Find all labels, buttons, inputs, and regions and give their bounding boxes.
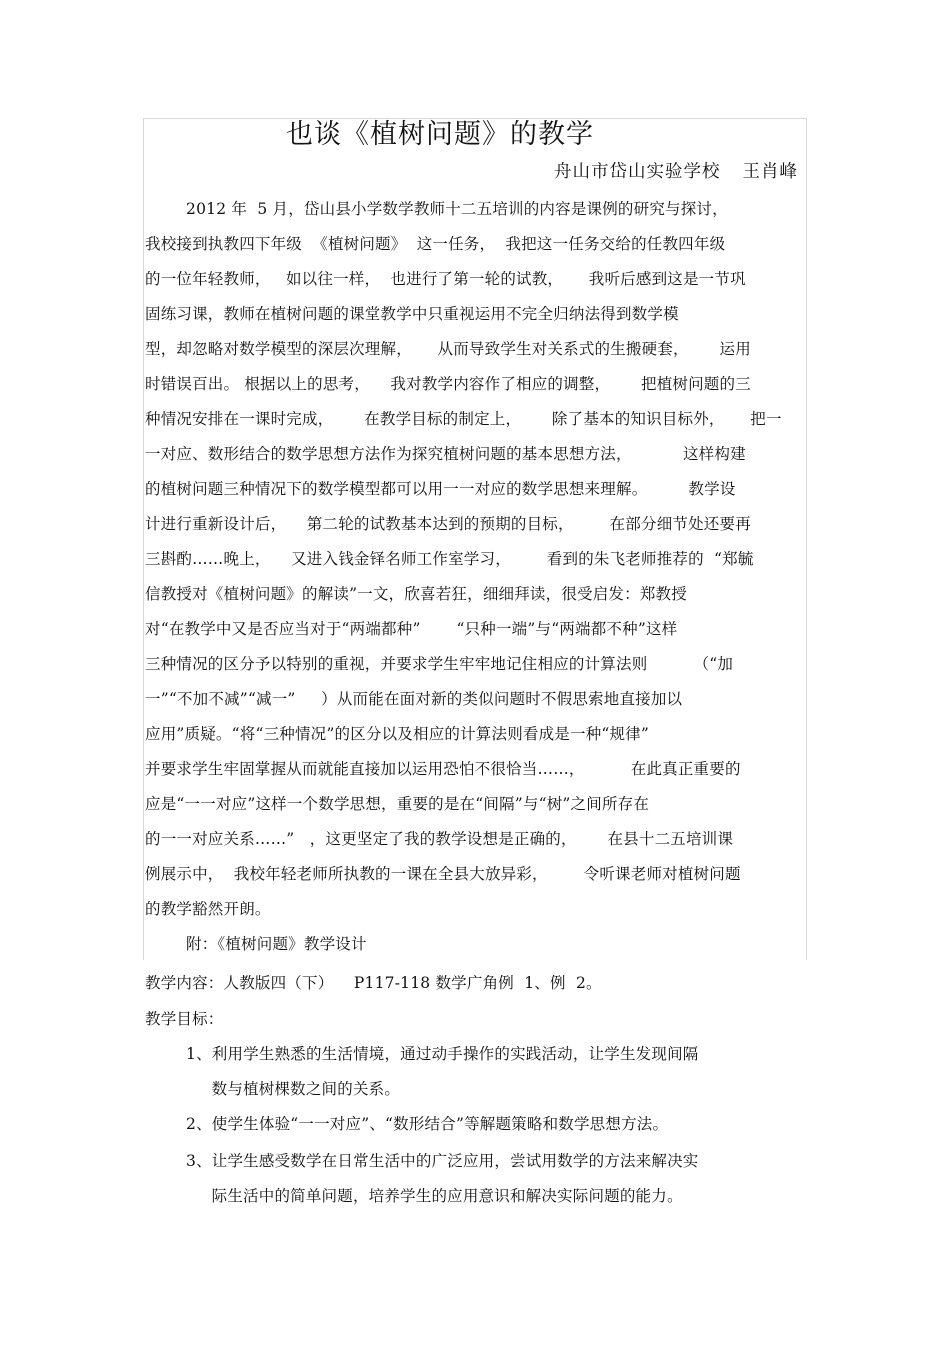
body-line: 的一位年轻教师， 如以往一样， 也进行了第一轮的试教， 我听后感到这是一节巩 (145, 270, 746, 288)
body-line: 种情况安排在一课时完成， 在教学目标的制定上， 除了基本的知识目标外， 把一 (145, 410, 782, 428)
goal-line: 3、让学生感受数学在日常生活中的广泛应用，尝试用数学的方法来解决实 (145, 1152, 699, 1170)
body-line: 三斟酌……晚上， 又进入钱金铎名师工作室学习， 看到的朱飞老师推荐的 “郑毓 (145, 550, 754, 568)
body-line: 信教授对《植树问题》的解读”一文，欣喜若狂，细细拜读，很受启发：郑教授 (145, 585, 687, 603)
goals-heading: 教学目标： (145, 1010, 224, 1028)
body-line: 应是“一一对应”这样一个数学思想，重要的是在“间隔”与“树”之间所存在 (145, 795, 650, 813)
body-line: 的植树问题三种情况下的数学模型都可以用一一对应的数学思想来理解。 教学设 (145, 480, 736, 498)
author-name: 王肖峰 (742, 162, 798, 182)
body-line: 对“在教学中又是否应当对于“两端都种” “只种一端”与“两端都不种”这样 (145, 620, 678, 638)
body-line: 时错误百出。 根据以上的思考， 我对教学内容作了相应的调整， 把植树问题的三 (145, 375, 751, 393)
document-title: 也谈《植树问题》的教学 (286, 119, 594, 150)
body-line: 我校接到执教四下年级 《植树问题》 这一任务， 我把这一任务交给的任教四年级 (145, 235, 726, 253)
body-line: 计进行重新设计后， 第二轮的试教基本达到的预期的目标， 在部分细节处还要再 (145, 515, 751, 533)
goal-line: 2、使学生体验“一一对应”、“数形结合”等解题策略和数学思想方法。 (145, 1115, 669, 1133)
content-line: 教学内容：人教版四（下） P117-118 数学广角例 1、例 2。 (145, 974, 602, 992)
goal-line: 际生活中的简单问题，培养学生的应用意识和解决实际问题的能力。 (145, 1187, 683, 1205)
goal-line: 数与植树棵数之间的关系。 (145, 1080, 401, 1098)
body-line: 三种情况的区分予以特别的重视，并要求学生牢牢地记住相应的计算法则 （“加 (145, 655, 734, 673)
body-line: 并要求学生牢固掌握从而就能直接加以运用恐怕不很恰当……， 在此真正重要的 (145, 760, 741, 778)
body-line: 固练习课，教师在植树问题的课堂教学中只重视运用不完全归纳法得到数学模 (145, 305, 679, 323)
byline (554, 158, 798, 186)
body-line: 型，却忽略对数学模型的深层次理解， 从而导致学生对关系式的生搬硬套， 运用 (145, 340, 751, 358)
body-line: 的教学豁然开朗。 (145, 900, 271, 918)
body-line: 一”“不加不减”“减一” ）从而能在面对新的类似问题时不假思索地直接加以 (145, 690, 683, 708)
body-line: 应用”质疑。“将“三种情况”的区分以及相应的计算法则看成是一种“规律” (145, 725, 650, 743)
body-line: 附：《植树问题》教学设计 (145, 935, 367, 953)
goal-line: 1、利用学生熟悉的生活情境，通过动手操作的实践活动，让学生发现间隔 (145, 1045, 699, 1063)
body-line: 的一一对应关系……” ，这更坚定了我的教学设想是正确的， 在县十二五培训课 (145, 830, 734, 848)
body-line: 例展示中， 我校年轻老师所执教的一课在全县大放异彩， 令听课老师对植树问题 (145, 865, 741, 883)
school-name: 舟山市岱山实验学校 (554, 162, 721, 182)
body-line: 2012 年 5 月，岱山县小学数学教师十二五培训的内容是课例的研究与探讨， (145, 200, 728, 218)
body-line: 一对应、数形结合的数学思想方法作为探究植树问题的基本思想方法， 这样构建 (145, 445, 746, 463)
